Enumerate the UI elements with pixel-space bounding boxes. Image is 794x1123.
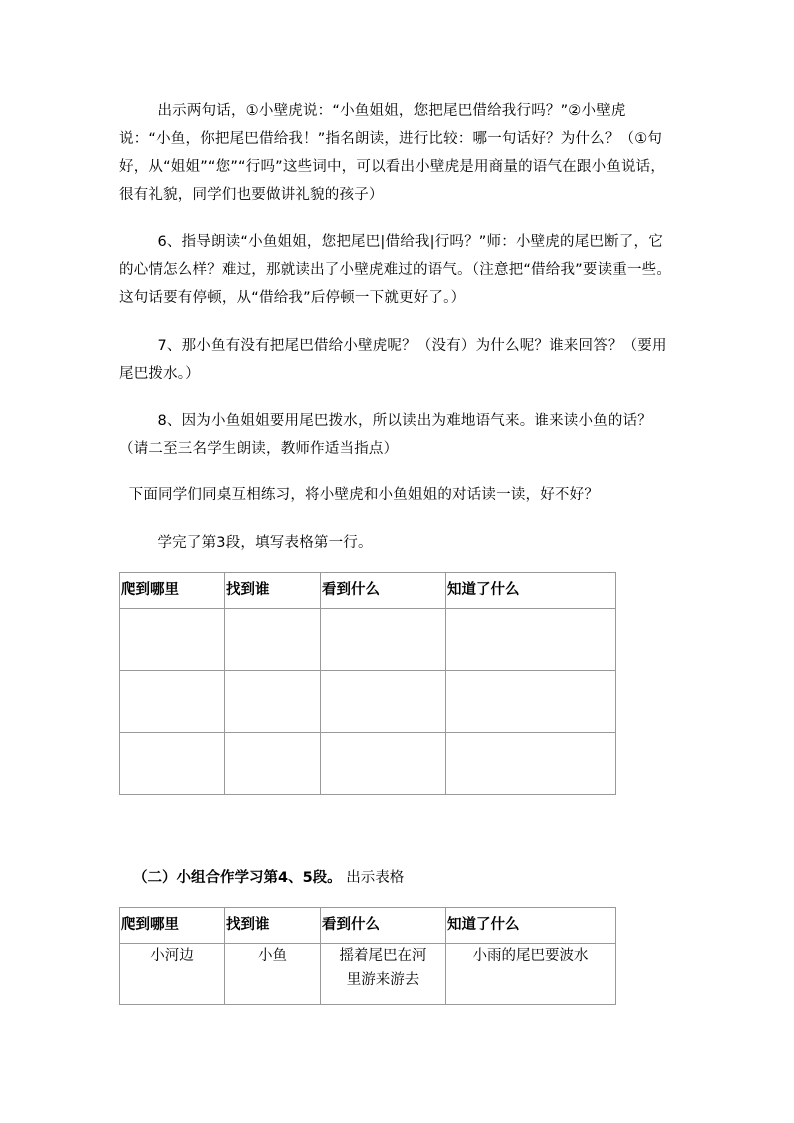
table-cell — [321, 733, 446, 795]
paragraph-practice: 下面同学们同桌互相练习，将小壁虎和小鱼姐姐的对话读一读，好不好？ — [119, 487, 600, 503]
table-row — [120, 609, 616, 671]
table-cell — [225, 671, 321, 733]
table-cell — [321, 671, 446, 733]
table-cell-saw: 摇着尾巴在河里游来游去 — [321, 944, 446, 1005]
paragraph-fill-table: 学完了第3段，填写表格第一行。 — [119, 535, 373, 551]
header-who: 找到谁 — [225, 908, 321, 944]
section-heading — [133, 866, 404, 890]
table-row — [120, 733, 616, 795]
table-cell-learned: 小雨的尾巴要波水 — [446, 944, 616, 1005]
paragraph-step-8: 8、因为小鱼姐姐要用尾巴拨水，所以读出为难地语气来。谁来读小鱼的话？（请二至三名学生朗读，教师作适当指点） — [119, 413, 653, 457]
table-cell — [120, 733, 225, 795]
section-note: 出示表格 — [346, 870, 405, 886]
table-header-row — [120, 908, 616, 944]
table-cell — [446, 671, 616, 733]
header-where: 爬到哪里 — [120, 573, 225, 609]
table-cell — [225, 609, 321, 671]
header-learned: 知道了什么 — [446, 908, 616, 944]
table-cell — [446, 733, 616, 795]
table-cell — [120, 671, 225, 733]
paragraph-step-7: 7、那小鱼有没有把尾巴借给小壁虎呢？（没有）为什么呢？谁来回答？（要用尾巴拨水。） — [119, 338, 667, 382]
section-title: （二）小组合作学习第4、5段。 — [133, 870, 342, 886]
table-cell — [225, 733, 321, 795]
paragraph-step-6: 6、指导朗读“小鱼姐姐，您把尾巴|借给我|行吗？”师：小壁虎的尾巴断了，它的心情怎么样？难过，那就读出了小壁虎难过的语气。（注意把“借给我”要读重一些。这句话要有停顿，从“借给我”后停顿一下就更好了。） — [119, 234, 672, 306]
header-saw: 看到什么 — [321, 573, 446, 609]
worksheet-table-empty — [119, 572, 616, 795]
table-cell — [446, 609, 616, 671]
table-header-row — [120, 573, 616, 609]
header-saw: 看到什么 — [321, 908, 446, 944]
table-row — [120, 944, 616, 1005]
table-cell-who: 小鱼 — [225, 944, 321, 1005]
header-where: 爬到哪里 — [120, 908, 225, 944]
header-learned: 知道了什么 — [446, 573, 616, 609]
table-cell-where: 小河边 — [120, 944, 225, 1005]
table-row — [120, 671, 616, 733]
table-cell — [321, 609, 446, 671]
table-cell — [120, 609, 225, 671]
header-who: 找到谁 — [225, 573, 321, 609]
paragraph-intro: 出示两句话，①小壁虎说：“小鱼姐姐，您把尾巴借给我行吗？”②小壁虎说：“小鱼，你把尾巴借给我！”指名朗读，进行比较：哪一句话好？为什么？（①句好，从“姐姐”“您”“行吗”这些词中，可以看出小壁虎是用商量的语气在跟小鱼说话，很有礼貌，同学们也要做讲礼貌的孩子） — [119, 103, 666, 203]
worksheet-table-filled — [119, 907, 616, 1005]
